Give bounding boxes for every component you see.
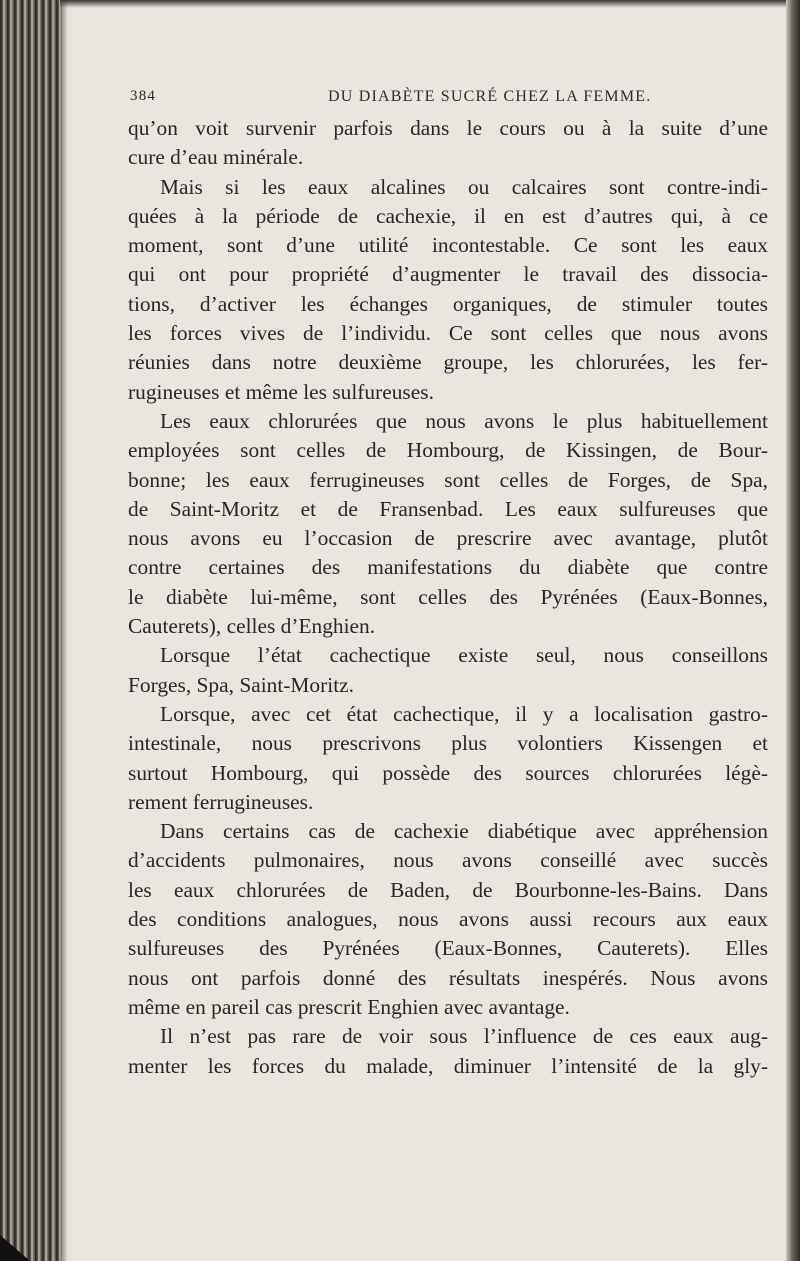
text-line: Il n’est pas rare de voir sous l’influence de ces eaux aug- (160, 1024, 768, 1049)
book-page (128, 88, 768, 1081)
text-line: tions, d’activer les échanges organiques, de stimuler toutes (128, 291, 768, 316)
body-text (128, 114, 768, 1081)
text-line: Cauterets), celles d’Enghien. (128, 614, 376, 639)
book-binding-edge (0, 0, 62, 1261)
running-title: DU DIABÈTE SUCRÉ CHEZ LA FEMME. (328, 88, 652, 105)
text-line: réunies dans notre deuxième groupe, les chlorurées, les fer- (128, 350, 768, 375)
text-line: d’accidents pulmonaires, nous avons conseillé avec succès (128, 848, 768, 873)
text-line: bonne; les eaux ferrugineuses sont celles de Forges, de Spa, (128, 467, 768, 492)
text-line: rugineuses et même les sulfureuses. (128, 379, 434, 404)
text-line: Lorsque, avec cet état cachectique, il y a localisation gastro- (160, 701, 768, 726)
text-line: surtout Hombourg, qui possède des sources chlorurées légè- (128, 760, 768, 785)
text-line: les eaux chlorurées de Baden, de Bourbonne-les-Bains. Dans (128, 877, 768, 902)
text-line: menter les forces du malade, diminuer l’intensité de la gly- (128, 1053, 768, 1078)
text-line: Forges, Spa, Saint-Moritz. (128, 672, 354, 697)
text-line: de Saint-Moritz et de Fransenbad. Les eaux sulfureuses que (128, 496, 768, 521)
text-line: quées à la période de cachexie, il en est d’autres qui, à ce (128, 203, 768, 228)
text-line: moment, sont d’une utilité incontestable. Ce sont les eaux (128, 233, 768, 258)
text-line: nous ont parfois donné des résultats inespérés. Nous avons (128, 965, 768, 990)
page-number: 384 (130, 88, 157, 104)
text-line: cure d’eau minérale. (128, 145, 304, 170)
text-line: Dans certains cas de cachexie diabétique avec appréhension (160, 819, 768, 844)
text-line: Lorsque l’état cachectique existe seul, nous conseillons (160, 643, 768, 668)
text-line: même en pareil cas prescrit Enghien avec avantage. (128, 994, 570, 1019)
text-line: sulfureuses des Pyrénées (Eaux-Bonnes, Cauterets). Elles (128, 936, 768, 961)
right-page-edge (786, 0, 800, 1261)
text-line: nous avons eu l’occasion de prescrire avec avantage, plutôt (128, 526, 768, 551)
running-head (128, 88, 768, 114)
text-line: qui ont pour propriété d’augmenter le travail des dissocia- (128, 262, 768, 287)
top-page-edge (60, 0, 800, 8)
text-line: Mais si les eaux alcalines ou calcaires sont contre-indi- (160, 174, 768, 199)
text-line: Les eaux chlorurées que nous avons le plus habituellement (160, 408, 768, 433)
text-line: employées sont celles de Hombourg, de Kissingen, de Bour- (128, 438, 768, 463)
text-line: intestinale, nous prescrivons plus volontiers Kissengen et (128, 731, 768, 756)
text-line: contre certaines des manifestations du diabète que contre (128, 555, 768, 580)
text-line: qu’on voit survenir parfois dans le cours ou à la suite d’une (128, 116, 768, 140)
text-line: les forces vives de l’individu. Ce sont celles que nous avons (128, 321, 768, 346)
text-line: le diabète lui-même, sont celles des Pyrénées (Eaux-Bonnes, (128, 584, 768, 609)
text-line: rement ferrugineuses. (128, 789, 314, 814)
text-line: des conditions analogues, nous avons aussi recours aux eaux (128, 907, 768, 932)
